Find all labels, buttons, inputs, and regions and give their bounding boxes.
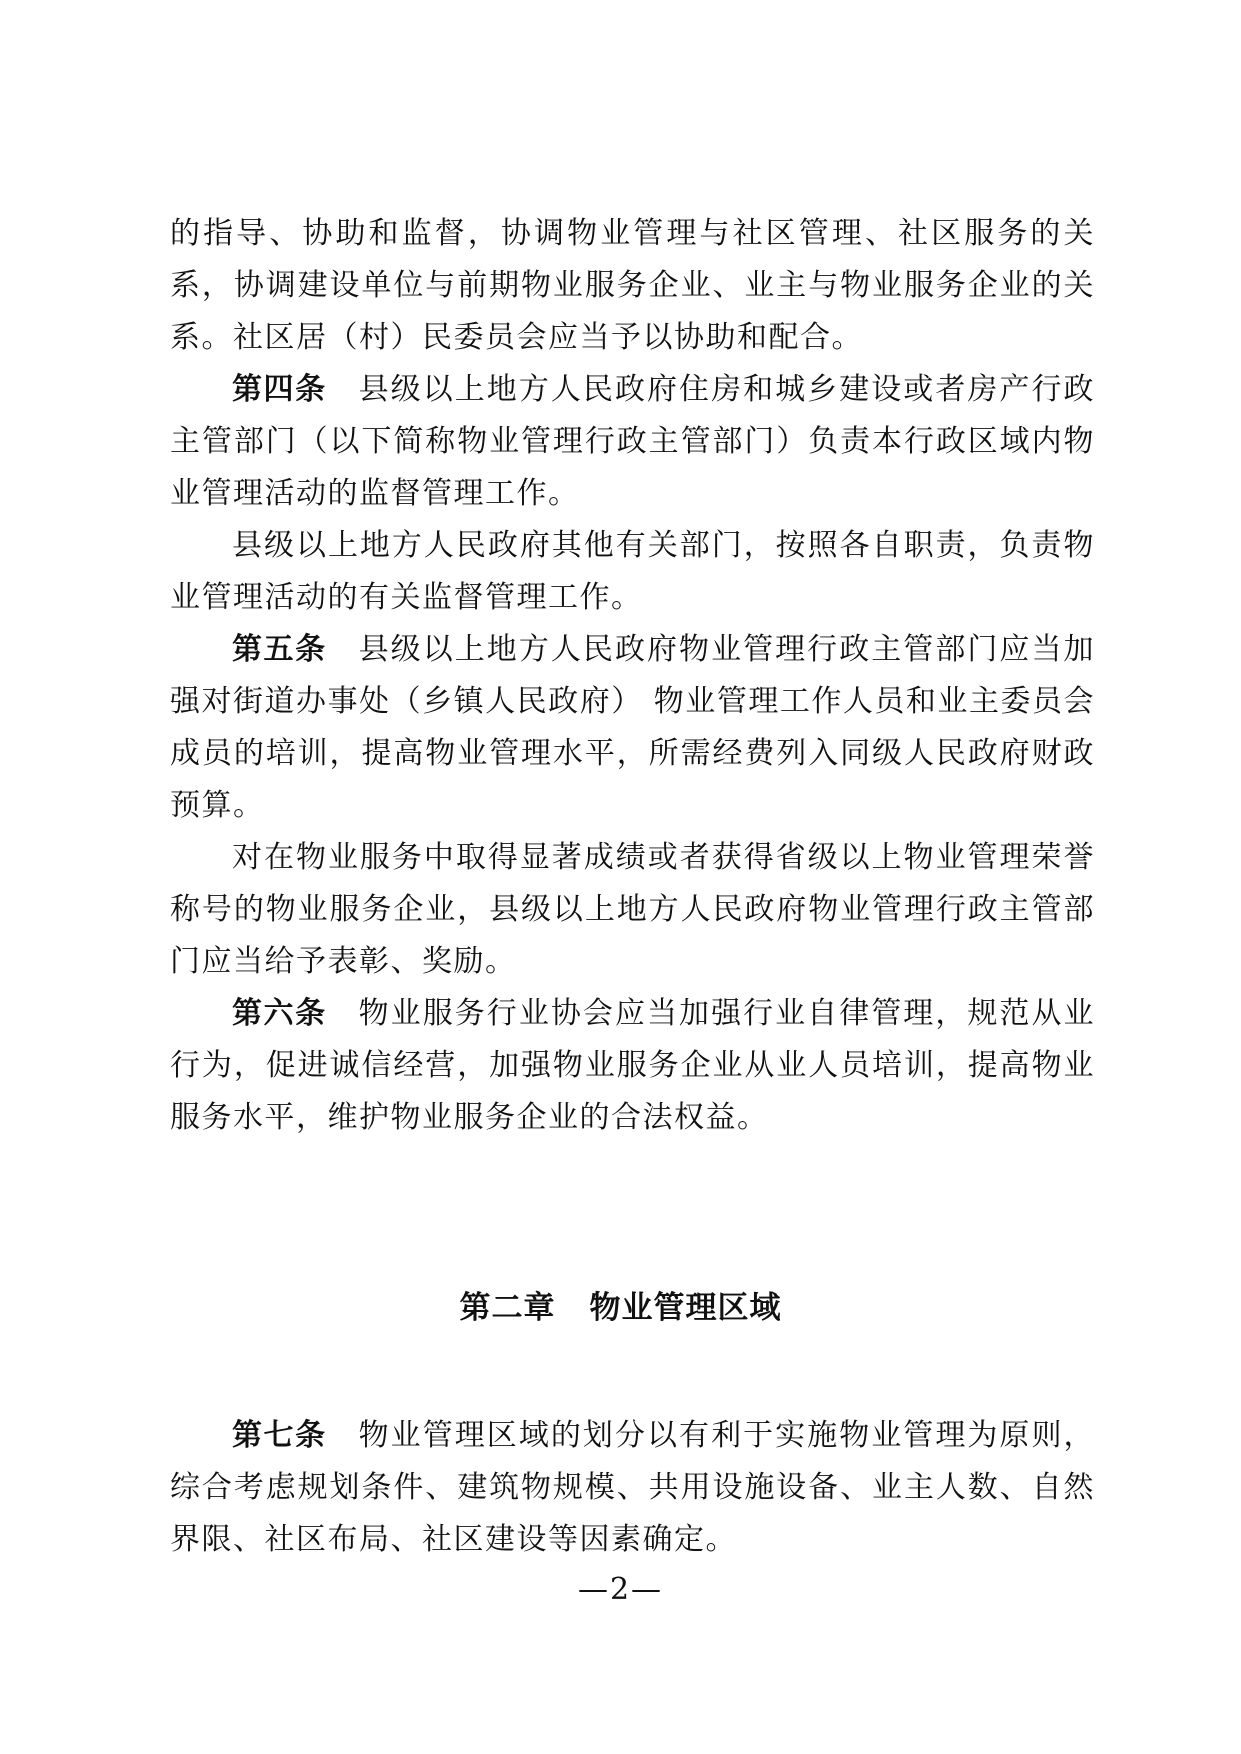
article-number: 第四条 [232, 372, 327, 407]
article-number: 第七条 [232, 1418, 327, 1453]
article-5 [170, 624, 1095, 832]
document-body [170, 208, 1095, 1144]
page-number: —2— [577, 1572, 664, 1607]
chapter-heading [0, 1282, 1241, 1327]
paragraph-text: 对在物业服务中取得显著成绩或者获得省级以上物业管理荣誉称号的物业服务企业，县级以上地方人民政府物业管理行政主管部门应当给予表彰、奖励。 [170, 840, 1095, 979]
article-text: 物业管理区域的划分以有利于实施物业管理为原则，综合考虑规划条件、建筑物规模、共用设施设备、业主人数、自然界限、社区布局、社区建设等因素确定。 [170, 1418, 1096, 1557]
chapter-title: 物业管理区域 [589, 1290, 782, 1326]
chapter-number: 第二章 [459, 1290, 556, 1326]
article-number: 第五条 [232, 632, 327, 667]
paragraph-continuation [170, 208, 1095, 364]
article-text: 县级以上地方人民政府物业管理行政主管部门应当加强对街道办事处（乡镇人民政府） 物业管理工作人员和业主委员会成员的培训，提高物业管理水平，所需经费列入同级人民政府财政预算。 [170, 632, 1096, 823]
article-6 [170, 988, 1095, 1144]
article-4 [170, 364, 1095, 520]
article-text: 物业服务行业协会应当加强行业自律管理，规范从业行为，促进诚信经营，加强物业服务企业从业人员培训，提高物业服务水平，维护物业服务企业的合法权益。 [170, 996, 1096, 1135]
article-number: 第六条 [232, 996, 327, 1031]
article-4-paragraph-2 [170, 520, 1095, 624]
paragraph-text: 的指导、协助和监督，协调物业管理与社区管理、社区服务的关系，协调建设单位与前期物业服务企业、业主与物业服务企业的关系。社区居（村）民委员会应当予以协助和配合。 [170, 216, 1095, 355]
article-7 [170, 1410, 1095, 1566]
article-5-paragraph-2 [170, 832, 1095, 988]
document-body-chapter-2 [170, 1410, 1095, 1566]
article-text: 县级以上地方人民政府住房和城乡建设或者房产行政主管部门（以下简称物业管理行政主管部门）负责本行政区域内物业管理活动的监督管理工作。 [170, 372, 1096, 511]
paragraph-text: 县级以上地方人民政府其他有关部门，按照各自职责，负责物业管理活动的有关监督管理工作。 [170, 528, 1095, 615]
